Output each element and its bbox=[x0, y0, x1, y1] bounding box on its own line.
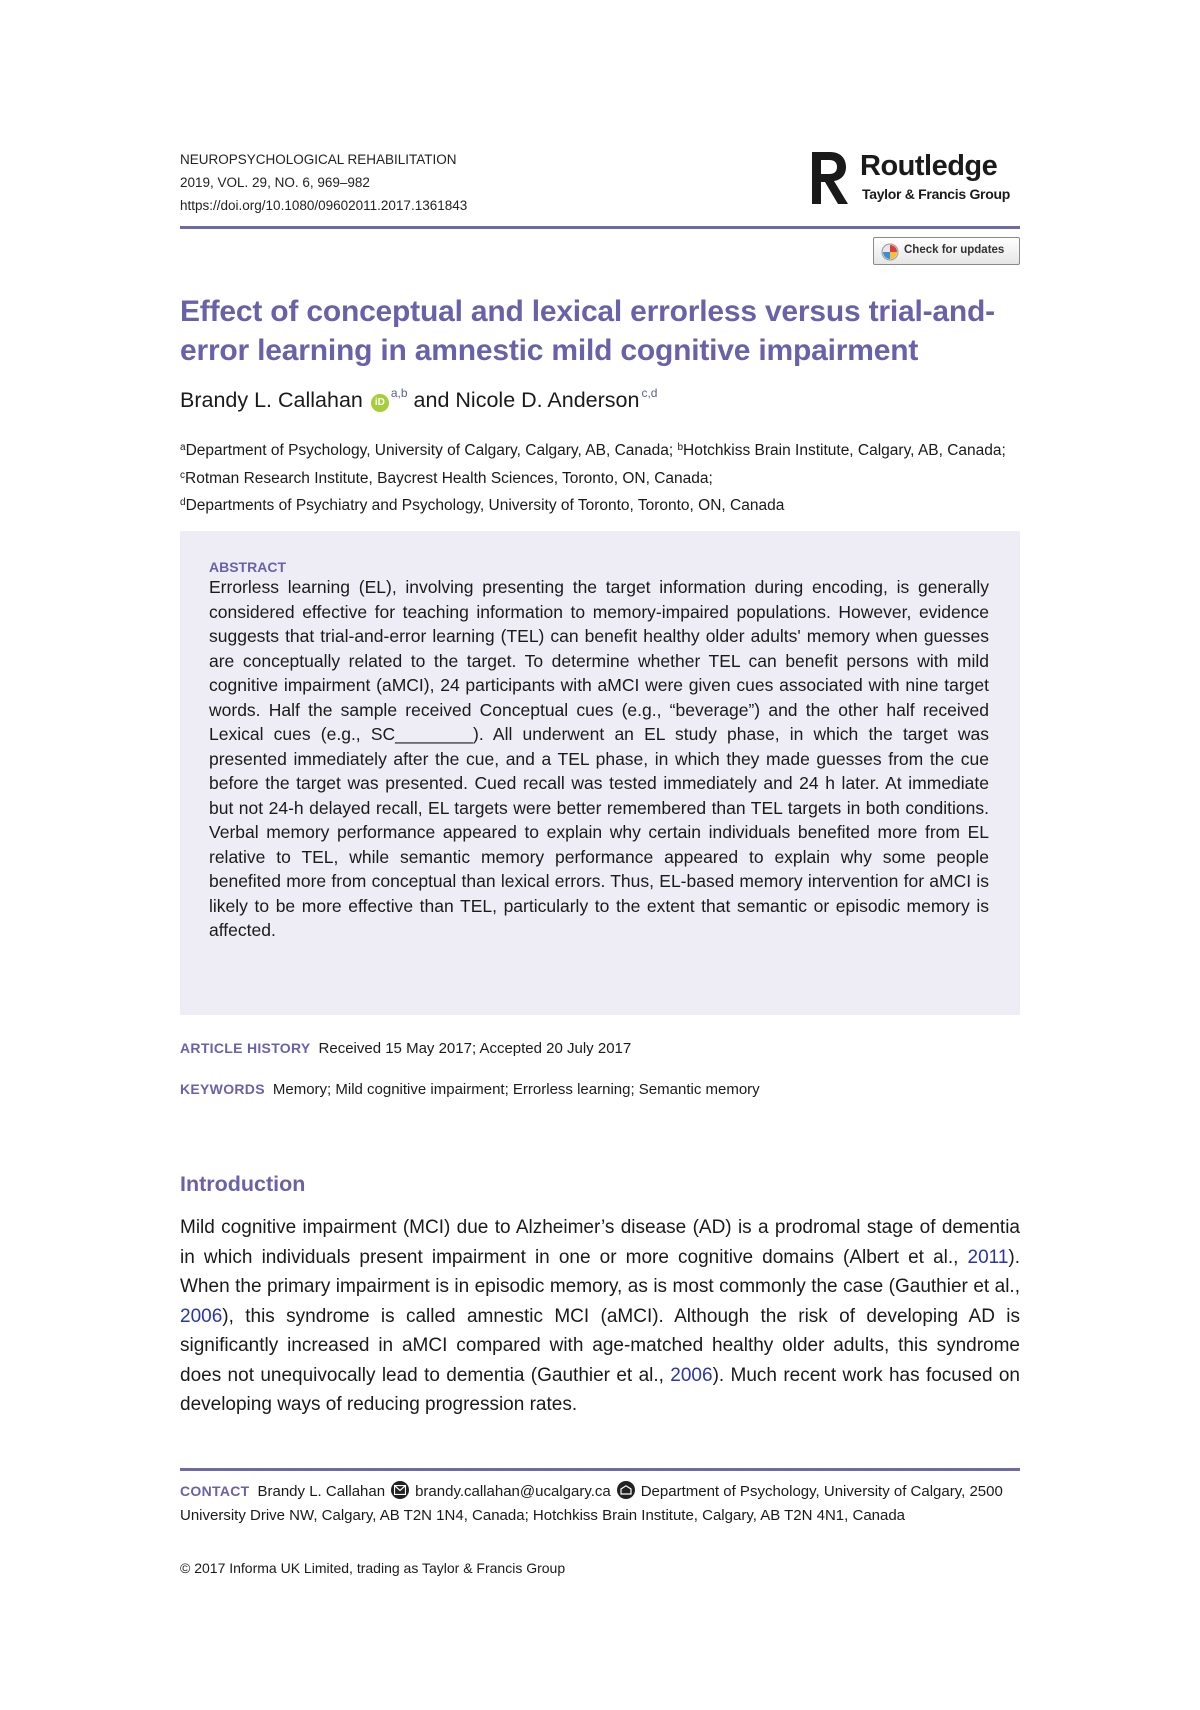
abstract-heading: ABSTRACT bbox=[209, 559, 286, 575]
intro-text-segment: ). Much recent work has focused on developing ways of reducing progression rates. bbox=[180, 1364, 1021, 1415]
affiliations bbox=[180, 436, 1020, 519]
affiliation-text: Departments of Psychiatry and Psychology, University of Toronto, Toronto, ON, Canada bbox=[185, 497, 785, 514]
affiliation-marker: c bbox=[180, 469, 185, 481]
routledge-logo-icon bbox=[808, 148, 852, 208]
article-title: Effect of conceptual and lexical errorless versus trial-and-error learning in amnestic mild cognitive impairment bbox=[180, 295, 995, 367]
doi-link[interactable]: https://doi.org/10.1080/09602011.2017.1361843 bbox=[180, 198, 468, 213]
contact-label: CONTACT bbox=[180, 1483, 250, 1499]
crossmark-icon bbox=[881, 243, 899, 261]
copyright: © 2017 Informa UK Limited, trading as Taylor & Francis Group bbox=[180, 1560, 566, 1576]
affiliation-marker: a bbox=[180, 442, 186, 453]
publisher-logo bbox=[808, 148, 1020, 210]
journal-name: NEUROPSYCHOLOGICAL REHABILITATION bbox=[180, 152, 457, 167]
intro-text-segment: ). When the primary impairment is in episodic memory, as is most commonly the case (Gauthier et al., bbox=[180, 1246, 1020, 1297]
check-for-updates-button[interactable] bbox=[873, 237, 1020, 265]
affiliation-text: Department of Psychology, University of Calgary, Calgary, AB, Canada; bbox=[185, 442, 678, 459]
author-name: Brandy L. Callahan bbox=[180, 388, 363, 412]
article-history-label: ARTICLE HISTORY bbox=[180, 1040, 311, 1056]
author-affiliation-marker: c,d bbox=[641, 386, 658, 400]
header-rule bbox=[180, 226, 1020, 229]
keywords-label: KEYWORDS bbox=[180, 1081, 265, 1097]
introduction-heading: Introduction bbox=[180, 1172, 306, 1196]
volume-info: 2019, VOL. 29, NO. 6, 969–982 bbox=[180, 175, 370, 190]
orcid-icon[interactable]: iD bbox=[371, 394, 389, 412]
author-list bbox=[180, 386, 657, 413]
affiliation-text: Rotman Research Institute, Baycrest Health Sciences, Toronto, ON, Canada; bbox=[185, 469, 713, 487]
author-connector: and bbox=[413, 388, 450, 412]
footer-rule bbox=[180, 1468, 1020, 1471]
intro-text-segment: Mild cognitive impairment (MCI) due to Alzheimer’s disease (AD) is a prodromal stage of dementia in which individuals present impairment in one or more cognitive domains (Albert et al., bbox=[180, 1217, 1020, 1268]
article-history bbox=[180, 1040, 631, 1057]
publisher-group: Taylor & Francis Group bbox=[862, 186, 1010, 202]
email-icon bbox=[391, 1481, 409, 1499]
affiliation-marker: d bbox=[180, 497, 186, 508]
contact-name: Brandy L. Callahan bbox=[257, 1483, 386, 1500]
affiliation-marker: b bbox=[677, 442, 684, 453]
publisher-name: Routledge bbox=[860, 150, 998, 182]
keywords-text: Memory; Mild cognitive impairment; Errorless learning; Semantic memory bbox=[272, 1081, 760, 1098]
article-history-text: Received 15 May 2017; Accepted 20 July 2017 bbox=[318, 1040, 632, 1057]
abstract-text: Errorless learning (EL), involving presenting the target information during encoding, is generally considered effective for teaching information to memory-impaired populations. However, evidence suggests that trial-and-error learning (TEL) can benefit healthy older adults' memory when guesses are conceptually related to the target. To determine whether TEL can benefit persons with mild cognitive impairment (aMCI), 24 participants with aMCI were given cues associated with nine target words. Half the sample received Conceptual cues (e.g., “beverage”) and the other half received Lexical cues (e.g., SC________). All underwent an EL study phase, in which the target was presented immediately after the cue, and a TEL phase, in which they made guesses from the cue before the target was presented. Cued recall was tested immediately and 24 h later. At immediate but not 24-h delayed recall, EL targets were better remembered than TEL targets in both conditions. Verbal memory performance appeared to explain why certain individuals benefited more from EL relative to TEL, while semantic memory performance appeared to explain why some people benefited more from conceptual than lexical errors. Thus, EL-based memory intervention for aMCI is likely to be more effective than TEL, particularly to the extent that semantic or episodic memory is affected. bbox=[209, 577, 989, 940]
author-name: Nicole D. Anderson bbox=[455, 388, 640, 412]
intro-text-segment: ), this syndrome is called amnestic MCI (aMCI). Although the risk of developing AD is significantly increased in aMCI compared with age-matched healthy older adults, this syndrome does not unequivocally lead to dementia (Gauthier et al., bbox=[180, 1305, 1020, 1386]
journal-info bbox=[180, 148, 467, 217]
keywords bbox=[180, 1081, 760, 1098]
affiliation-text: Hotchkiss Brain Institute, Calgary, AB, Canada; bbox=[683, 442, 1006, 459]
author-affiliation-marker: a,b bbox=[390, 386, 408, 400]
contact-email[interactable]: brandy.callahan@ucalgary.ca bbox=[415, 1483, 611, 1500]
address-icon bbox=[617, 1481, 635, 1499]
abstract-box bbox=[180, 531, 1020, 1015]
introduction-paragraph bbox=[180, 1213, 1020, 1420]
contact-info bbox=[180, 1480, 1020, 1527]
citation-link[interactable]: 2006 bbox=[180, 1305, 223, 1327]
check-for-updates-label: Check for updates bbox=[904, 244, 1005, 256]
citation-link[interactable]: 2006 bbox=[670, 1364, 713, 1386]
citation-link[interactable]: 2011 bbox=[967, 1246, 1009, 1268]
contact-address: Department of Psychology, University of Calgary, 2500 University Drive NW, Calgary, AB T2N 1N4, Canada; Hotchkiss Brain Institute, Calgary, AB T2N 4N1, Canada bbox=[180, 1483, 1003, 1524]
